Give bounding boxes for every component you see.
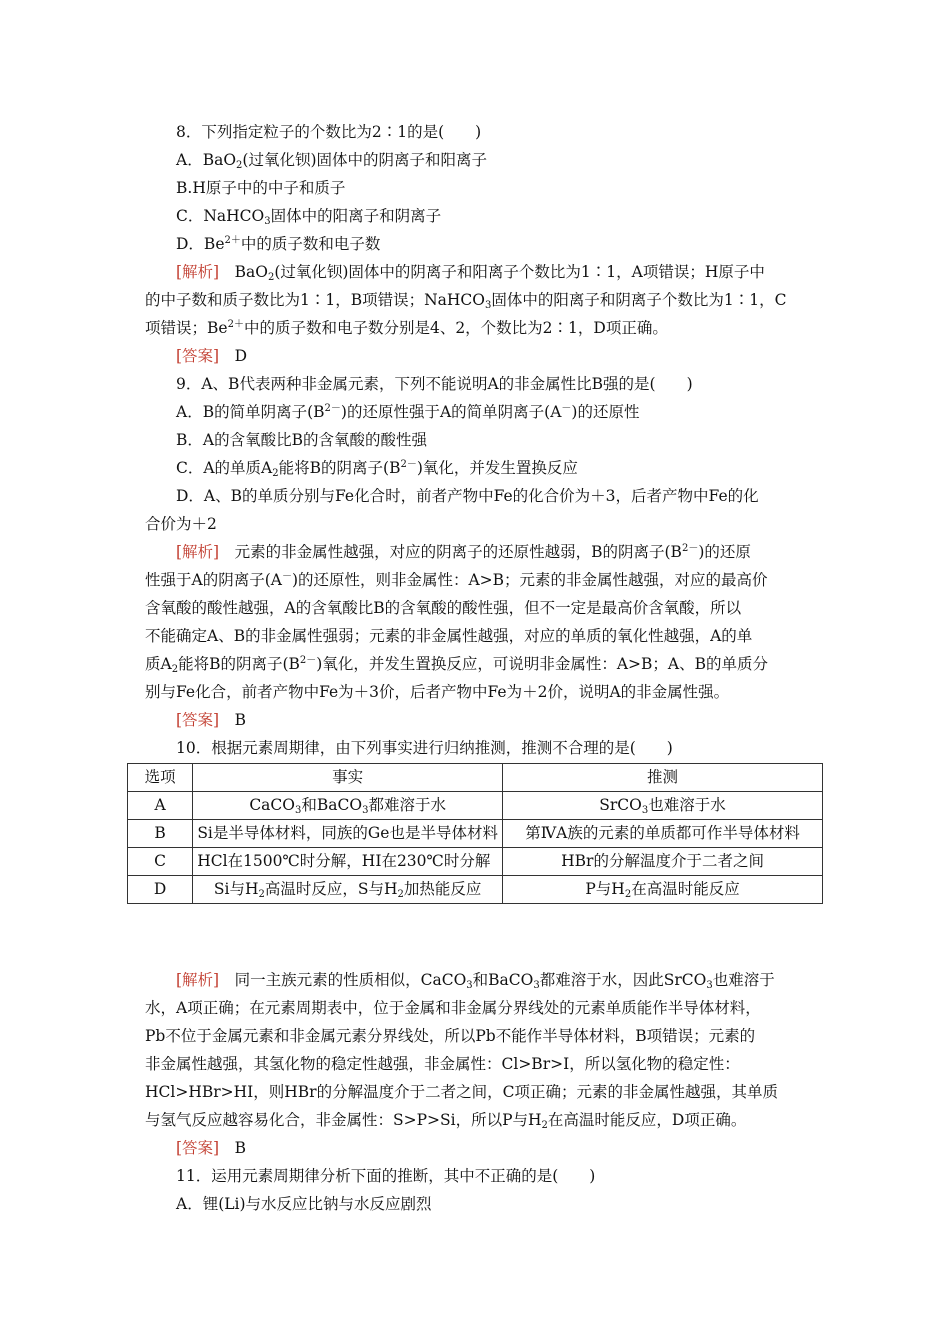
row-a-fact: CaCO$_3$和BaCO$_3$都难溶于水 (193, 792, 503, 820)
table-row (128, 820, 823, 848)
q8-analysis-line-1: [解析] BaO$_2$(过氧化钡)固体中的阴离子和阳离子个数比为1∶1，A项错误；H原子中 (176, 263, 765, 283)
q8-stem: 8．下列指定粒子的个数比为2∶1的是( ) (176, 123, 482, 141)
row-d-option: D (128, 876, 193, 904)
row-d-fact: Si与$H_2$高温时反应，S与$H_2$加热能反应 (193, 876, 503, 904)
row-a-option: A (128, 792, 193, 820)
table-row (128, 792, 823, 820)
analysis-tag: [解析] (176, 263, 220, 281)
q8-analysis-line-2: 的中子数和质子数比为1∶1，B项错误；NaHCO$_3$固体中的阳离子和阴离子个数比为1∶1，C (145, 291, 787, 311)
q11-stem: 11．运用元素周期律分析下面的推断，其中不正确的是( ) (176, 1167, 596, 1185)
q9-analysis-line-3: 含氧酸的酸性越强，A的含氧酸比B的含氧酸的酸性强，但不一定是最高价含氧酸，所以 (145, 599, 742, 617)
row-d-inference: P与$H_2$在高温时能反应 (503, 876, 823, 904)
q10-analysis-line-1: [解析] 同一主族元素的性质相似，CaCO$_3$和BaCO$_3$都难溶于水，因此SrCO$_3$也难溶于 (176, 971, 775, 991)
header-option: 选项 (128, 764, 193, 792)
q9-option-b: B．A的含氧酸比B的含氧酸的酸性强 (176, 431, 427, 449)
q9-option-a: A．B的简单阴离子$(B^{2-})$的还原性强于A的简单阴离子(A－)的还原性 (176, 403, 640, 421)
q9-answer: [答案] B (176, 711, 246, 729)
table-row (128, 848, 823, 876)
header-fact: 事实 (193, 764, 503, 792)
q8-answer: [答案] D (176, 347, 248, 365)
q9-analysis-line-6: 别与Fe化合，前者产物中Fe为＋3价，后者产物中Fe为＋2价，说明A的非金属性强。 (145, 683, 730, 701)
q8-analysis-line-3: 项错误；$Be^{2+}$中的质子数和电子数分别是4、2，个数比为2∶1，D项正确。 (145, 319, 668, 337)
q9-analysis-line-4: 不能确定A、B的非金属性强弱；元素的非金属性越强，对应的单质的氧化性越强，A的单 (145, 627, 753, 645)
row-c-option: C (128, 848, 193, 876)
q10-analysis-line-6: 与氢气反应越容易化合，非金属性：S>P>Si，所以P与$H_2$在高温时能反应，D项正确。 (145, 1111, 747, 1131)
row-c-fact: HCl在1500℃时分解，HI在230℃时分解 (193, 848, 503, 876)
q8-option-a: A．BaO$_2$(过氧化钡)固体中的阴离子和阳离子 (176, 151, 488, 171)
analysis-tag: [解析] (176, 971, 220, 989)
q11-option-a: A．锂(Li)与水反应比钠与水反应剧烈 (176, 1195, 432, 1213)
q8-option-c: C．NaHCO$_3$固体中的阳离子和阴离子 (176, 207, 442, 227)
row-b-option: B (128, 820, 193, 848)
q10-analysis-line-3: Pb不位于金属元素和非金属元素分界线处，所以Pb不能作半导体材料，B项错误；元素的 (145, 1027, 756, 1045)
row-a-inference: SrCO$_3$也难溶于水 (503, 792, 823, 820)
q9-stem: 9．A、B代表两种非金属元素，下列不能说明A的非金属性比B强的是( ) (176, 375, 693, 393)
q9-analysis-line-5: 质$A_2$能将B的阴离子$(B^{2-})$氧化，并发生置换反应，可说明非金属性：A>B；A、B的单质分 (145, 655, 769, 675)
q9-analysis-line-2: 性强于A的阴离子(A－)的还原性，则非金属性：A>B；元素的非金属性越强，对应的最高价 (145, 571, 768, 589)
q10-analysis-line-5: HCl>HBr>HI，则HBr的分解温度介于二者之间，C项正确；元素的非金属性越强，其单质 (145, 1083, 778, 1101)
q9-option-c: C．A的单质$A_2$能将B的阴离子$(B^{2-})$氧化，并发生置换反应 (176, 459, 578, 479)
answer-tag: [答案] (176, 1139, 220, 1157)
q8-option-d: D．$Be^{2+}$中的质子数和电子数 (176, 235, 381, 253)
header-inference: 推测 (503, 764, 823, 792)
table-header-row (128, 764, 823, 792)
row-b-inference: 第ⅣA族的元素的单质都可作半导体材料 (503, 820, 823, 848)
q10-answer: [答案] B (176, 1139, 246, 1157)
q10-analysis-line-2: 水，A项正确；在元素周期表中，位于金属和非金属分界线处的元素单质能作半导体材料， (145, 999, 761, 1017)
answer-tag: [答案] (176, 711, 220, 729)
q10-table (127, 763, 823, 904)
q8-option-b: B.H原子中的中子和质子 (176, 179, 346, 197)
q9-analysis-line-1: [解析] 元素的非金属性越强，对应的阴离子的还原性越弱，B的阴离子$(B^{2-})$的还原 (176, 543, 751, 561)
q9-option-d-line-2: 合价为＋2 (145, 515, 217, 533)
table-row (128, 876, 823, 904)
analysis-tag: [解析] (176, 543, 220, 561)
answer-tag: [答案] (176, 347, 220, 365)
q10-analysis-line-4: 非金属性越强，其氢化物的稳定性越强，非金属性：Cl>Br>I，所以氢化物的稳定性： (145, 1055, 740, 1073)
row-b-fact: Si是半导体材料，同族的Ge也是半导体材料 (193, 820, 503, 848)
row-c-inference: HBr的分解温度介于二者之间 (503, 848, 823, 876)
q9-option-d-line-1: D．A、B的单质分别与Fe化合时，前者产物中Fe的化合价为＋3，后者产物中Fe的化 (176, 487, 759, 505)
q10-stem: 10．根据元素周期律，由下列事实进行归纳推测，推测不合理的是( ) (176, 739, 673, 757)
